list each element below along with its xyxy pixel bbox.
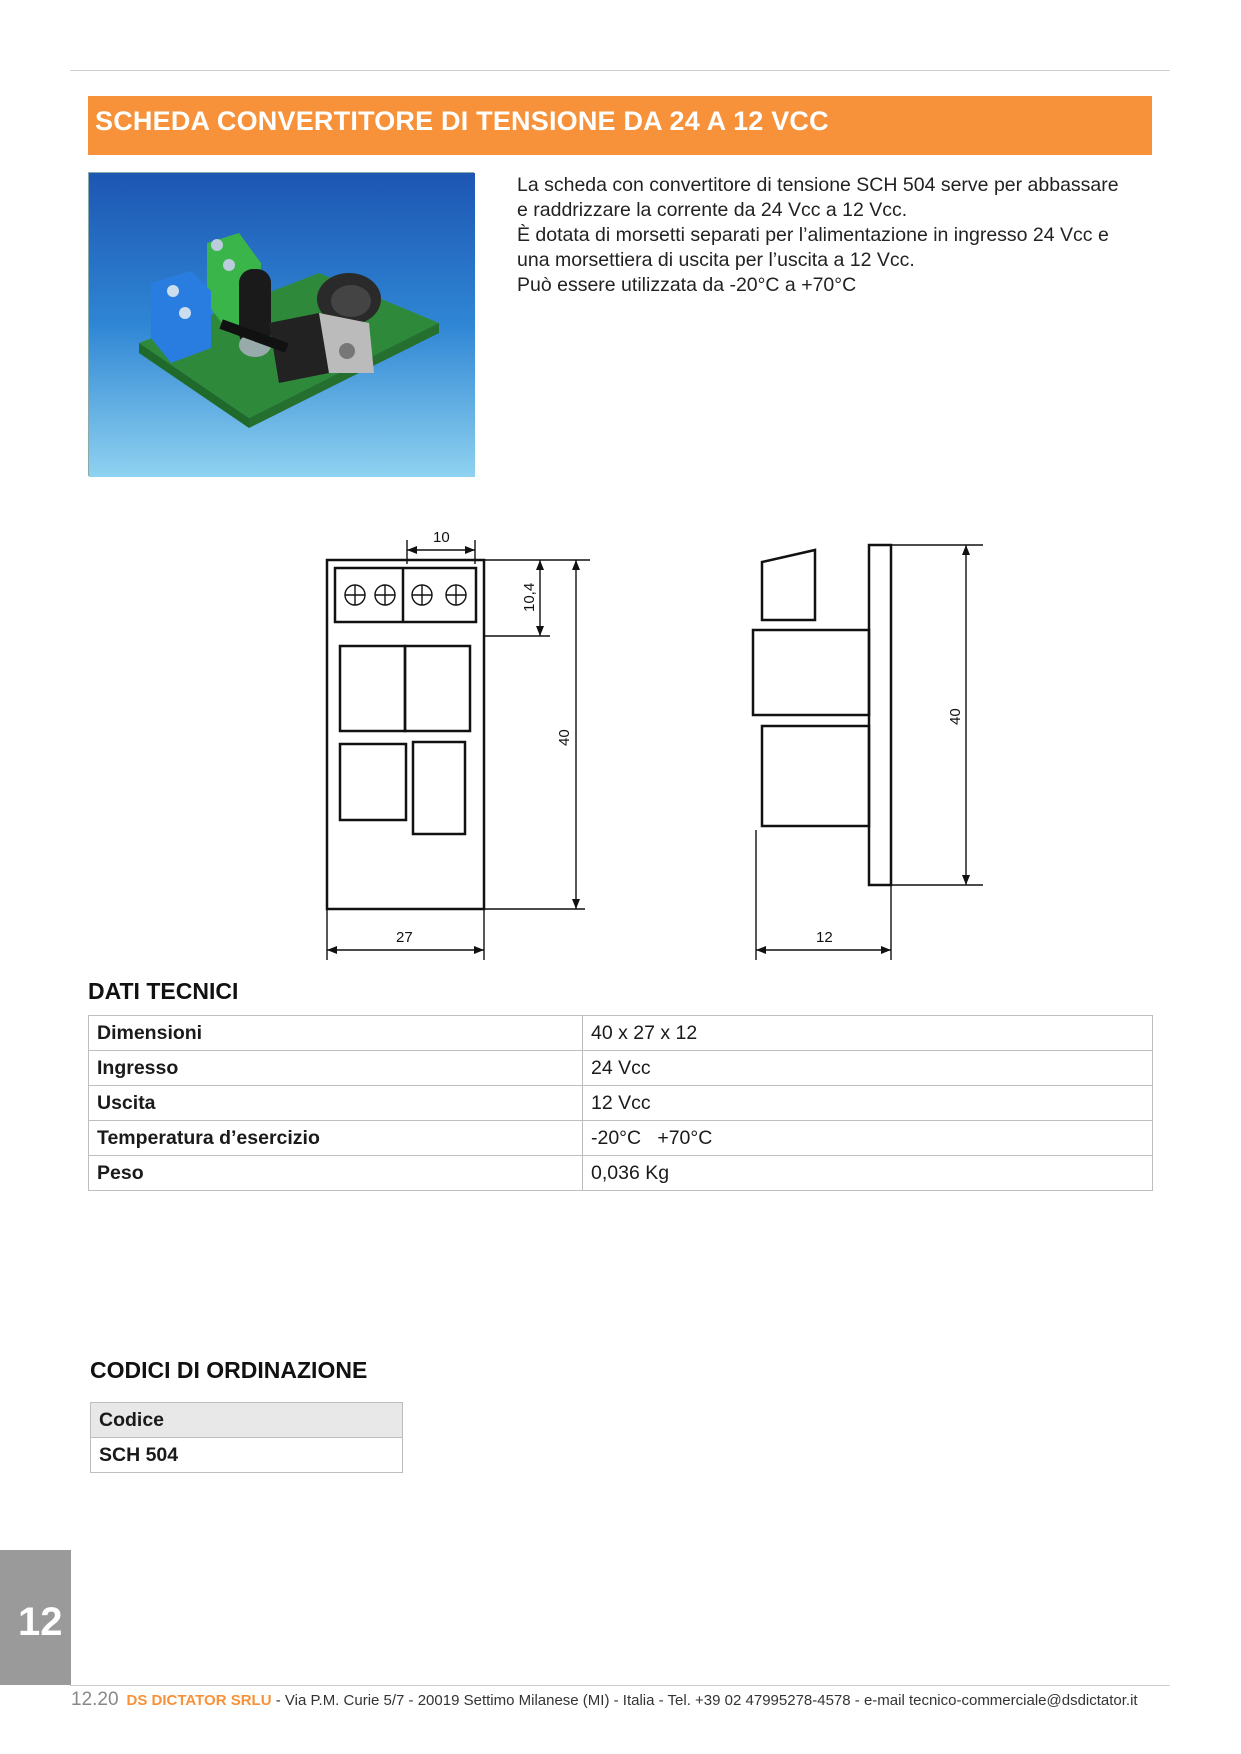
dim-label-top-width: 10 xyxy=(433,529,450,546)
table-row xyxy=(91,1438,403,1473)
description-line: La scheda con convertitore di tensione SCH 504 serve per abbassare xyxy=(517,174,1119,196)
codes-column-header: Codice xyxy=(91,1403,403,1438)
spec-label: Temperatura d’esercizio xyxy=(89,1121,583,1156)
screw-icon xyxy=(412,585,432,605)
description-line: una morsettiera di uscita per l’uscita a 12 Vcc. xyxy=(517,249,915,271)
dim-label-side-width: 12 xyxy=(816,929,833,946)
table-row xyxy=(89,1051,1153,1086)
table-row xyxy=(89,1016,1153,1051)
spec-label: Dimensioni xyxy=(89,1016,583,1051)
front-view-outline xyxy=(327,560,484,909)
codes-table xyxy=(90,1402,403,1473)
side-view-terminal xyxy=(762,550,815,620)
product-description xyxy=(517,173,1157,298)
top-divider xyxy=(70,70,1170,71)
screw-icon xyxy=(345,585,365,605)
table-header-row xyxy=(91,1403,403,1438)
dim-label-front-width: 27 xyxy=(396,929,413,946)
spec-value: 40 x 27 x 12 xyxy=(583,1016,1153,1051)
spec-label: Ingresso xyxy=(89,1051,583,1086)
page-title: SCHEDA CONVERTITORE DI TENSIONE DA 24 A 12 VCC xyxy=(95,106,829,136)
dimension-drawing xyxy=(310,520,1010,946)
spec-value: -20°C +70°C xyxy=(583,1121,1153,1156)
dim-label-front-height: 40 xyxy=(556,729,573,746)
description-line: e raddrizzare la corrente da 24 Vcc a 12 Vcc. xyxy=(517,199,908,221)
spec-value: 0,036 Kg xyxy=(583,1156,1153,1191)
footer xyxy=(71,1689,1138,1711)
page-number: 12.20 xyxy=(71,1689,119,1710)
description-line: È dotata di morsetti separati per l’alimentazione in ingresso 24 Vcc e xyxy=(517,224,1109,246)
dim-label-side-height: 40 xyxy=(947,708,964,725)
specs-table xyxy=(88,1015,1153,1191)
spec-value: 12 Vcc xyxy=(583,1086,1153,1121)
screw-icon xyxy=(375,585,395,605)
codes-heading: CODICI DI ORDINAZIONE xyxy=(90,1357,368,1383)
product-photo xyxy=(88,172,474,476)
table-row xyxy=(89,1121,1153,1156)
order-code: SCH 504 xyxy=(91,1438,403,1473)
dim-label-terminal-height: 10,4 xyxy=(521,582,538,612)
screw-icon xyxy=(446,585,466,605)
chapter-tab xyxy=(0,1550,71,1685)
title-banner xyxy=(88,96,1152,155)
specs-heading: DATI TECNICI xyxy=(88,978,239,1004)
chapter-number: 12 xyxy=(18,1600,63,1644)
spec-label: Uscita xyxy=(89,1086,583,1121)
spec-value: 24 Vcc xyxy=(583,1051,1153,1086)
company-name: DS DICTATOR SRLU xyxy=(126,1692,272,1709)
table-row xyxy=(89,1156,1153,1191)
spec-label: Peso xyxy=(89,1156,583,1191)
description-line: Può essere utilizzata da -20°C a +70°C xyxy=(517,274,857,296)
table-row xyxy=(89,1086,1153,1121)
company-address: - Via P.M. Curie 5/7 - 20019 Settimo Milanese (MI) - Italia - Tel. +39 02 47995278-4578 - e-mail tecnico-commerciale@dsdictator.it xyxy=(271,1692,1138,1709)
bottom-divider xyxy=(70,1685,1170,1686)
